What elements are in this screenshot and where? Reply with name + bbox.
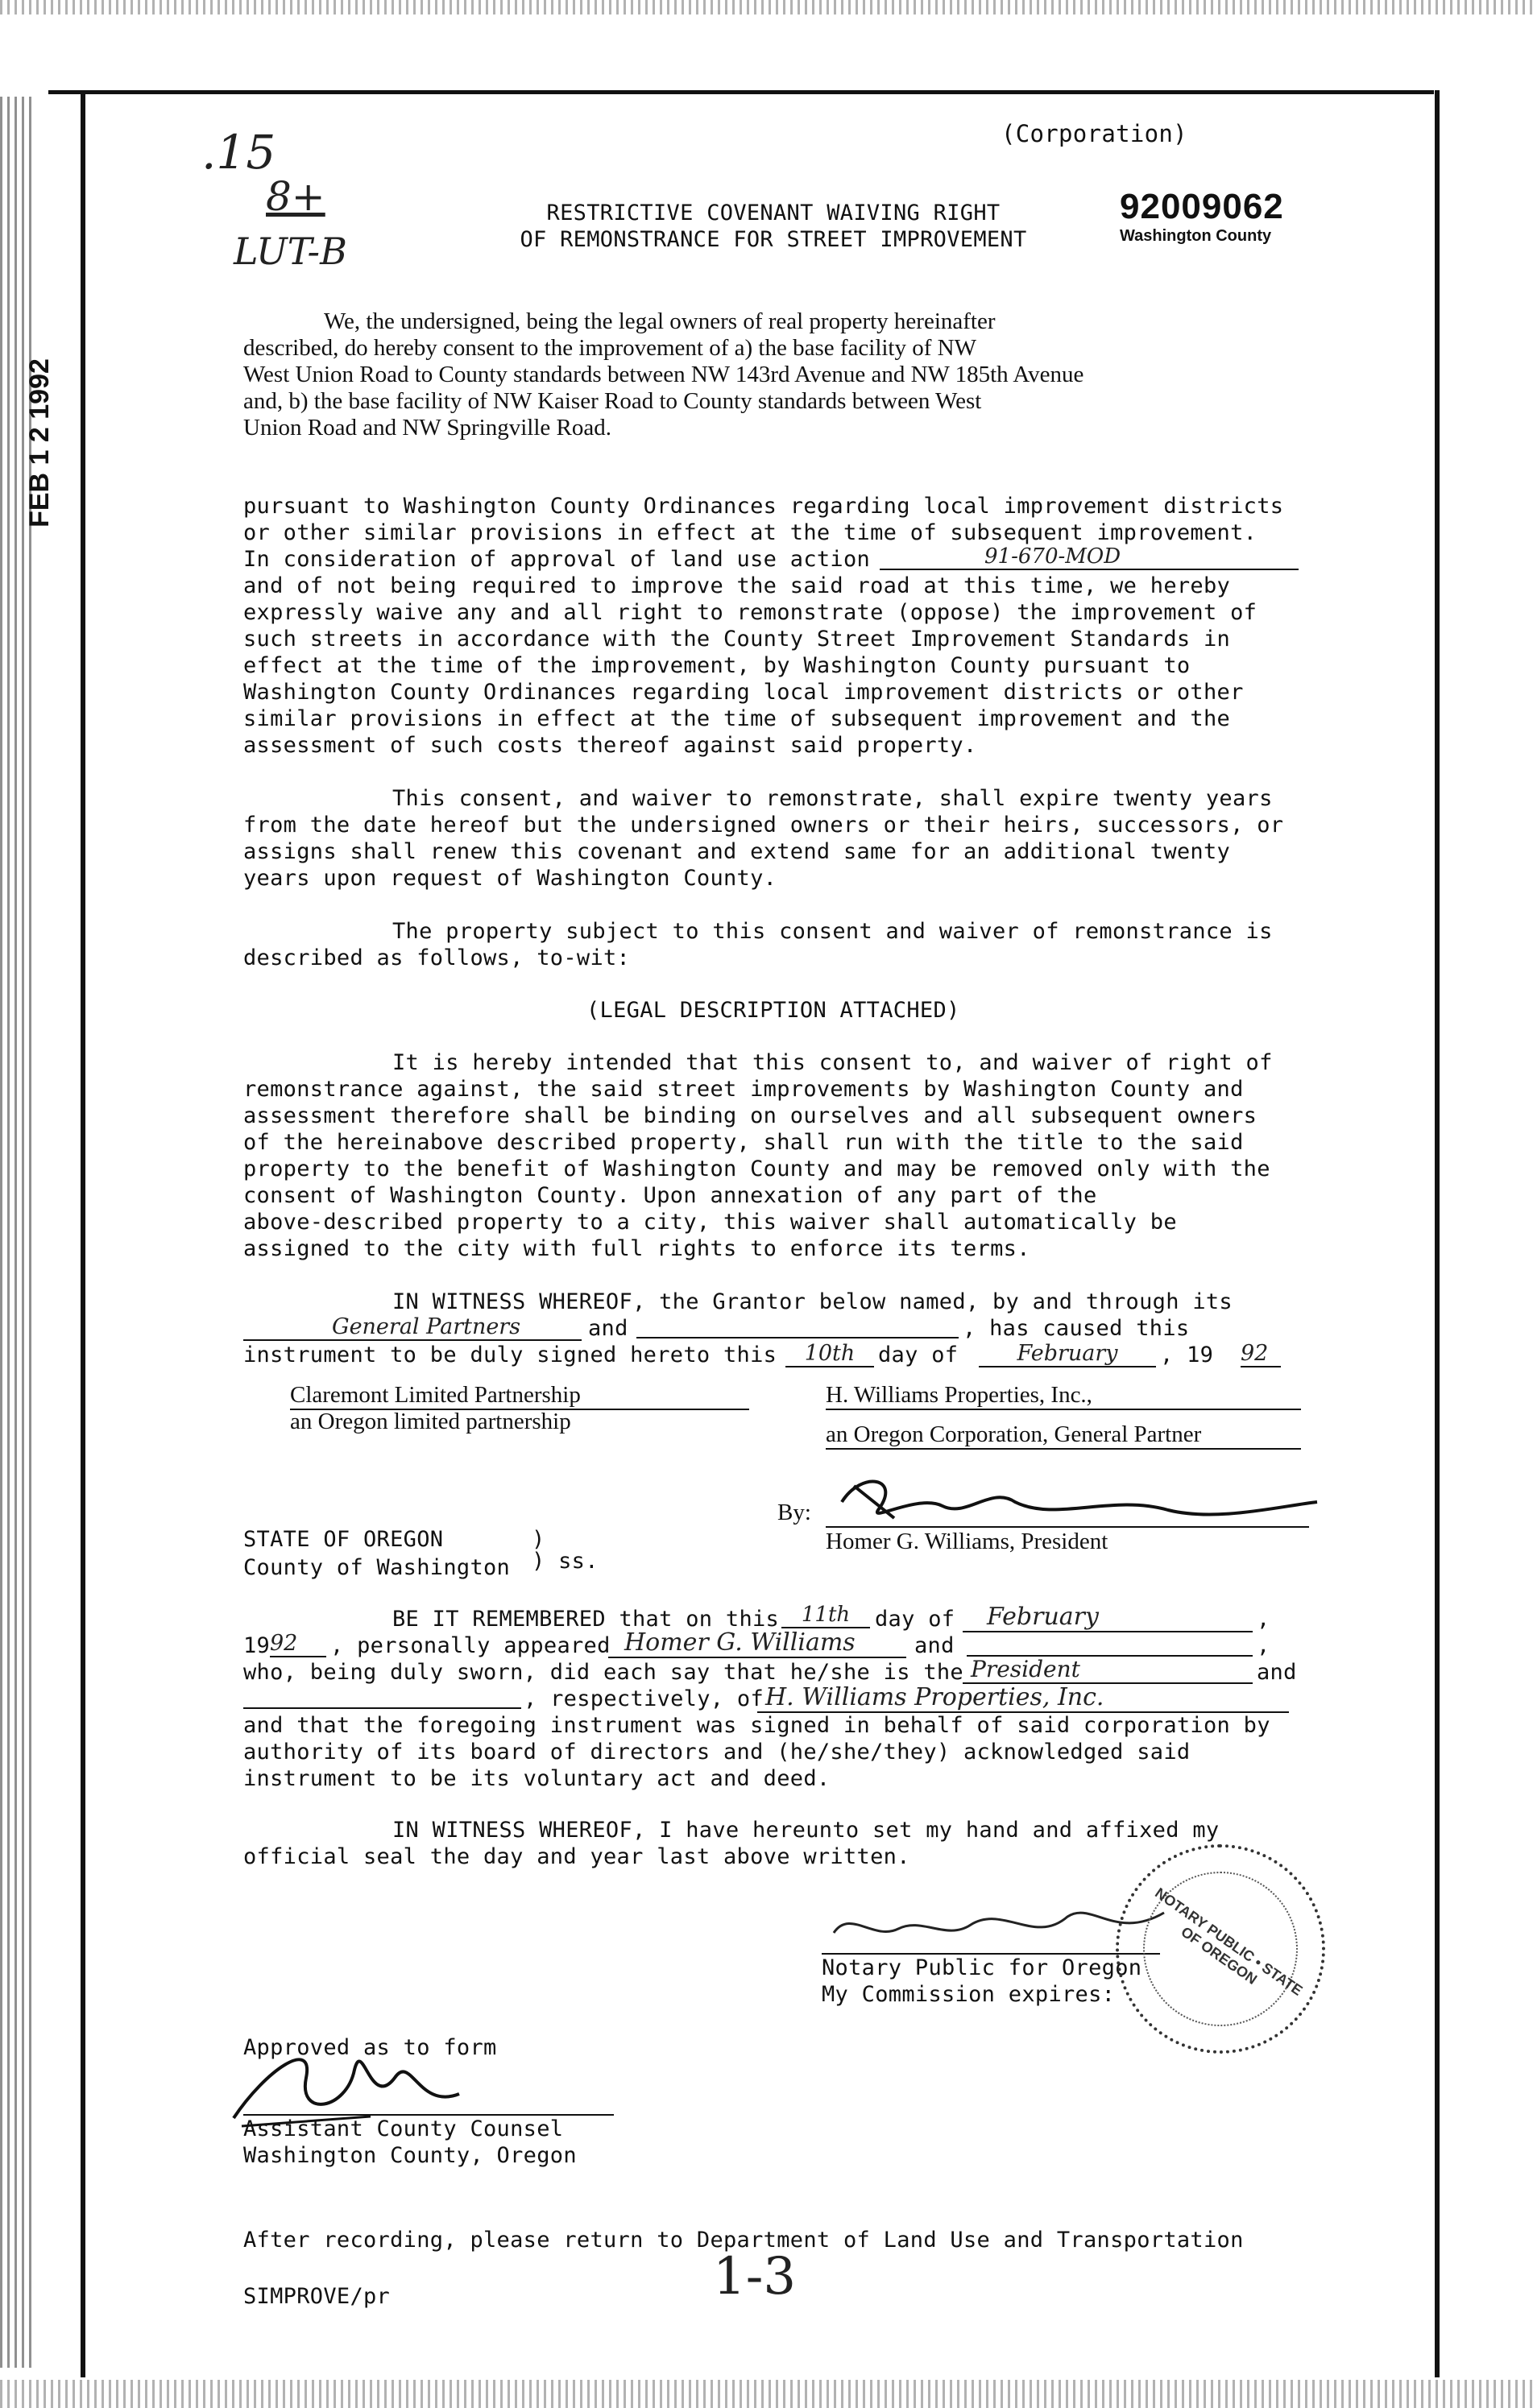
witness-day: 10th: [785, 1341, 874, 1367]
notary-year: 92: [270, 1631, 326, 1657]
comma-2: ,: [1257, 1633, 1270, 1658]
respectively-text: , respectively, of: [524, 1686, 764, 1711]
legal-description-attached: (LEGAL DESCRIPTION ATTACHED): [586, 998, 960, 1023]
record-county: Washington County: [1120, 227, 1272, 245]
signature-line: [826, 1526, 1309, 1528]
party2-desc: an Oregon Corporation, General Partner: [826, 1421, 1301, 1450]
notary-seal-text: NOTARY PUBLIC • STATE OF OREGON: [1152, 1885, 1306, 1999]
notary-day-of: day of: [875, 1607, 955, 1632]
document-title-line1: RESTRICTIVE COVENANT WAIVING RIGHT: [546, 201, 1001, 225]
scan-top-noise: [0, 0, 1533, 14]
handwritten-note-15: .15: [201, 125, 276, 180]
signer-name: Homer G. Williams, President: [826, 1529, 1108, 1554]
para2-paragraph: This consent, and waiver to remonstrate, shall expire twenty years from the date hereof but the undersigned owners or their heirs, successors, or assigns shall renew this covenant and extend same for an additional twenty years upon request of Washington County.: [243, 786, 1284, 891]
respectively-blank: [243, 1707, 521, 1709]
blank-line-grantor2: [636, 1337, 959, 1338]
and-text: and: [1257, 1660, 1297, 1685]
handwritten-note-lut: LUT-B: [234, 230, 347, 273]
witness-month: February: [979, 1341, 1156, 1367]
state-paren: ): [532, 1527, 545, 1552]
top-border: [48, 90, 1434, 94]
counsel-label: Assistant County Counsel: [243, 2116, 564, 2141]
document-title-line2: OF REMONSTRANCE FOR STREET IMPROVEMENT: [520, 227, 1027, 252]
notary-public-label: Notary Public for Oregon: [822, 1955, 1142, 1980]
filing-date-stamp: FEB 1 2 1992: [24, 358, 55, 528]
para1-line3: In consideration of approval of land use action: [243, 547, 871, 572]
day-of-text: day of: [878, 1343, 959, 1367]
notary-month: February: [963, 1603, 1253, 1632]
party1-name: Claremont Limited Partnership: [290, 1382, 749, 1410]
sworn-text: who, being duly sworn, did each say that he/she is the: [243, 1660, 963, 1685]
has-caused-text: , has caused this: [963, 1316, 1190, 1341]
remembered-text: BE IT REMEMBERED that on this: [392, 1607, 780, 1632]
land-use-action-value: 91-670-MOD: [880, 544, 1299, 570]
left-border: [81, 90, 85, 2377]
witness-line1: IN WITNESS WHEREOF, the Grantor below named, by and through its: [392, 1289, 1233, 1314]
state-label: STATE OF OREGON: [243, 1527, 444, 1552]
notary-rest: and that the foregoing instrument was signed in behalf of said corporation by authority of its board of directors and (he/she/they) acknowledged said instrument to be its voluntary act and deed.: [243, 1713, 1270, 1791]
ss-label: ) ss.: [532, 1549, 599, 1574]
return-instructions: After recording, please return to Department of Land Use and Transportation: [243, 2228, 1244, 2253]
scan-bottom-noise: [0, 2380, 1533, 2408]
party2-name: H. Williams Properties, Inc.,: [826, 1382, 1301, 1410]
year-prefix: , 19: [1160, 1343, 1214, 1367]
county-label: County of Washington: [243, 1555, 511, 1580]
corporation-label: (Corporation): [1001, 120, 1187, 147]
appeared-text: , personally appeared: [330, 1633, 611, 1658]
para1-line1: pursuant to Washington County Ordinances regarding local improvement districts: [243, 494, 1284, 519]
record-number: 92009062: [1120, 187, 1284, 226]
right-border: [1435, 90, 1440, 2377]
intro-paragraph: We, the undersigned, being the legal owners of real property hereinafter described, do hereby consent to the improvement of a) the base facility of NW West Union Road to County standards between NW 143rd Avenue and NW 185th Avenue and, b) the base facility of NW Kaiser Road to County standards between West Union Road and NW Springville Road.: [243, 308, 1084, 441]
appeared-name: Homer G. Williams: [608, 1628, 906, 1658]
para3-paragraph: The property subject to this consent and waiver of remonstrance is described as follows, to-wit:: [243, 919, 1273, 970]
notary-title: President: [963, 1656, 1253, 1684]
notary-year-prefix: 19: [243, 1633, 271, 1658]
para4-paragraph: It is hereby intended that this consent to, and waiver of right of remonstrance against, the said street improvements by Washington County and assessment therefore shall be binding on ourselves and all subsequent owners of the hereinabove described property, shall run with the title to the said property to the benefit of Washington County and may be removed only with the consent of Washington County. Upon annexation of any part of the above-described property to a city, this waiver shall automatically be assigned to the city with full rights to enforce its terms.: [243, 1050, 1273, 1261]
notary-seal: [1116, 1844, 1325, 2054]
comma-1: ,: [1257, 1607, 1270, 1632]
grantor-role: General Partners: [243, 1314, 582, 1341]
notary-company: H. Williams Properties, Inc.: [757, 1683, 1289, 1713]
document-code: SIMPROVE/pr: [243, 2284, 391, 2309]
appeared-and: and: [914, 1633, 955, 1658]
page-number: 1-3: [713, 2247, 797, 2307]
and-word: and: [588, 1316, 628, 1341]
handwritten-note-8: 8+: [266, 173, 325, 220]
para1-rest: and of not being required to improve the said road at this time, we hereby expressly waive any and all right to remonstrate (oppose) the improvement of such streets in accordance with the County Street Improvement Standards in effect at the time of the improvement, by Washington County pursuant to Washington County Ordinances regarding local improvement districts or other similar provisions in effect at the time of subsequent improvement and the assessment of such costs thereof against said property.: [243, 573, 1257, 758]
counsel-org: Washington County, Oregon: [243, 2143, 577, 2168]
by-label: By:: [777, 1500, 811, 1525]
notary-day: 11th: [781, 1603, 870, 1628]
party1-desc: an Oregon limited partnership: [290, 1409, 571, 1434]
witness-year: 92: [1241, 1341, 1281, 1367]
approved-label: Approved as to form: [243, 2035, 497, 2060]
commission-label: My Commission expires:: [822, 1982, 1116, 2007]
homer-williams-signature: [830, 1462, 1329, 1534]
instrument-text: instrument to be duly signed hereto this: [243, 1343, 777, 1367]
para1-line2: or other similar provisions in effect at the time of subsequent improvement.: [243, 520, 1257, 545]
seal-paragraph: IN WITNESS WHEREOF, I have hereunto set my hand and affixed my official seal the day and year last above written.: [243, 1818, 1220, 1869]
